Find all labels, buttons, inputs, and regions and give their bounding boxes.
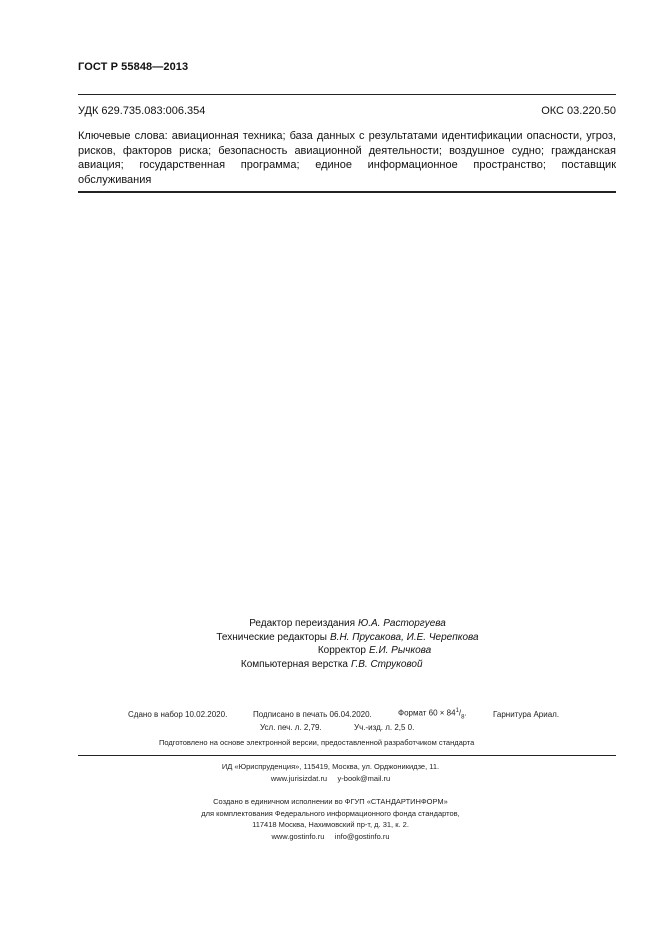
prepared-note: Подготовлено на основе электронной версии, предоставленной разработчиком стандарта <box>159 738 475 747</box>
printer-line-1: Создано в единичном исполнении во ФГУП «СТАНДАРТИНФОРМ» <box>213 797 448 806</box>
keywords-paragraph: Ключевые слова: авиационная техника; база данных с результатами идентификации опасности, угроз, рисков, факторов риска; безопасность авиационной деятельности; воздушное судно; гражданская авиация; государственная программа; единое информационное пространство; поставщик обслуживания <box>78 130 616 186</box>
editor-line <box>0 644 661 658</box>
format-label: Формат 60 × 84 <box>398 708 456 718</box>
editors-block <box>0 617 661 671</box>
editor-role: Корректор <box>317 645 366 656</box>
publisher-info <box>0 761 661 784</box>
editor-line <box>0 617 661 631</box>
editor-role: Редактор переиздания <box>249 618 355 629</box>
keywords-divider <box>78 191 616 193</box>
publisher-address: ИД «Юриспруденция», 115419, Москва, ул. Орджоникидзе, 11. <box>221 762 440 771</box>
editor-line <box>0 631 661 645</box>
paper-format: Формат $60 \times 84^1/_8$. <box>398 708 467 721</box>
print-sheets: Усл. печ. л. 2,79. <box>260 723 322 732</box>
editor-name: Е.И. Рычкова <box>369 645 432 656</box>
printer-line-2: для комплектования Федерального информационного фонда стандартов, <box>201 808 460 818</box>
printer-line-4: www.gostinfo.ru info@gostinfo.ru <box>271 831 390 841</box>
editor-name: Г.В. Струковой <box>351 658 423 670</box>
udk-code: УДК 629.735.083:006.354 <box>78 105 206 117</box>
top-divider <box>78 94 616 95</box>
printer-line-3: 117418 Москва, Нахимовский пр-т, д. 31, к. 2. <box>252 820 409 829</box>
format-numerator: 1 <box>455 708 459 714</box>
editor-name: Ю.А. Расторгуева <box>358 618 446 629</box>
standard-code-header: ГОСТ Р 55848—2013 <box>78 61 189 73</box>
publication-divider <box>78 755 616 756</box>
publisher-contacts: www.jurisizdat.ru y-book@mail.ru <box>270 773 391 783</box>
publisher-sheets: Уч.-изд. л. 2,5 0. <box>354 723 415 732</box>
editor-line <box>0 658 661 672</box>
printer-info <box>0 796 661 842</box>
signed-date: Подписано в печать 06.04.2020. <box>253 710 372 719</box>
submitted-date: Сдано в набор 10.02.2020. <box>128 710 228 719</box>
typeface: Гарнитура Ариал. <box>493 710 560 719</box>
editor-role: Технические редакторы <box>216 631 327 643</box>
editor-name: В.Н. Прусакова, И.Е. Черепкова <box>330 631 479 643</box>
format-denominator: 8 <box>461 714 465 721</box>
editor-role: Компьютерная верстка <box>240 658 348 670</box>
oks-code: ОКС 03.220.50 <box>541 105 616 117</box>
